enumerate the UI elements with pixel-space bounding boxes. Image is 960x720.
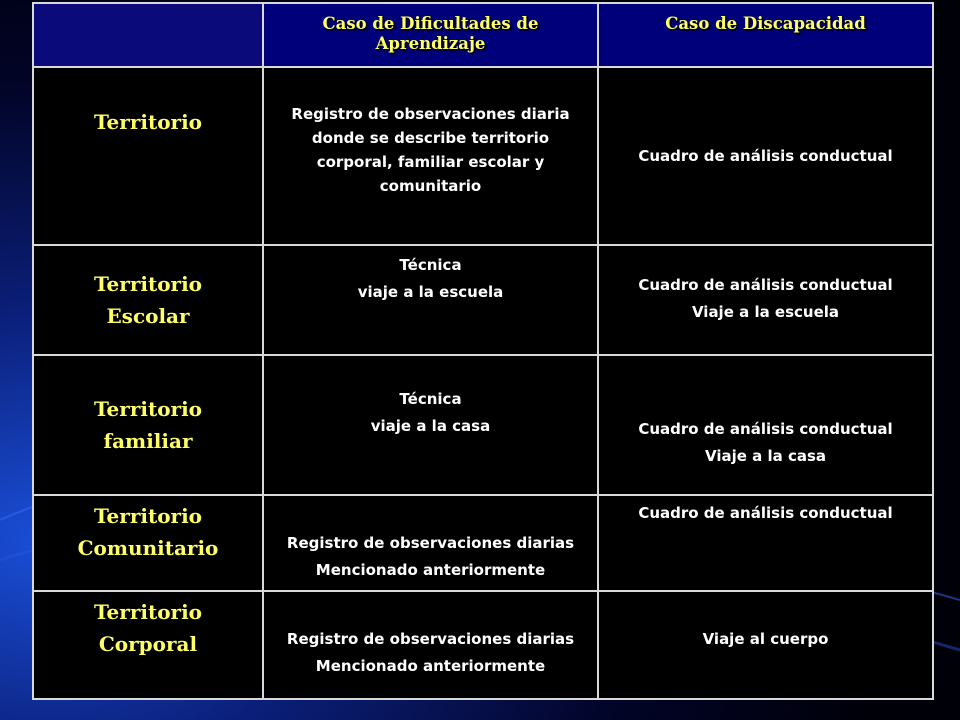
comparison-table	[32, 2, 934, 700]
header-learning-difficulties: Caso de Dificultades de Aprendizaje	[263, 3, 598, 67]
table-row	[33, 591, 933, 699]
header-row	[33, 3, 933, 67]
cell-text: Cuadro de análisis conductual	[638, 146, 893, 165]
disability-cell	[598, 245, 933, 355]
cell-text: Viaje a la casa	[704, 447, 827, 465]
row-label-cell	[33, 67, 263, 245]
row-label: familiar	[103, 429, 193, 453]
table-row	[33, 495, 933, 591]
cell-text: Registro de observaciones diarias	[286, 534, 575, 552]
header-corner-cell	[33, 3, 263, 67]
row-label-cell	[33, 245, 263, 355]
header-disability: Caso de Discapacidad	[598, 3, 933, 67]
cell-text: viaje a la casa	[370, 417, 491, 435]
learning-cell	[263, 591, 598, 699]
row-label: Territorio	[93, 504, 203, 528]
cell-text: Viaje al cuerpo	[702, 630, 829, 648]
cell-text: Cuadro de análisis conductual	[638, 504, 893, 522]
cell-text: Técnica	[399, 390, 462, 408]
learning-cell	[263, 495, 598, 591]
disability-cell	[598, 355, 933, 495]
cell-text: Registro de observaciones diarias	[286, 630, 575, 648]
row-label: Comunitario	[77, 536, 219, 560]
cell-text: Cuadro de análisis conductual	[638, 420, 893, 438]
cell-text: Mencionado anteriormente	[315, 561, 546, 579]
row-label-cell	[33, 591, 263, 699]
learning-cell	[263, 355, 598, 495]
learning-cell	[263, 67, 598, 245]
row-label: Territorio	[93, 600, 203, 624]
row-label: Territorio	[93, 272, 203, 296]
cell-text: donde se describe territorio corporal, familiar escolar y comunitario	[311, 129, 550, 195]
table-row	[33, 67, 933, 245]
row-label: Territorio	[93, 397, 203, 421]
cell-text: Registro de observaciones diaria	[291, 105, 570, 123]
row-label: Escolar	[106, 304, 190, 328]
cell-text: Técnica	[399, 256, 462, 274]
disability-cell	[598, 591, 933, 699]
table-row	[33, 245, 933, 355]
cell-text: Cuadro de análisis conductual	[638, 276, 893, 294]
learning-cell	[263, 245, 598, 355]
disability-cell	[598, 67, 933, 245]
disability-cell	[598, 495, 933, 591]
cell-text: viaje a la escuela	[357, 283, 504, 301]
table-row	[33, 355, 933, 495]
cell-text: Viaje a la escuela	[691, 303, 840, 321]
cell-text: Mencionado anteriormente	[315, 657, 546, 675]
row-label: Corporal	[98, 632, 198, 656]
row-label-cell	[33, 495, 263, 591]
row-label-cell	[33, 355, 263, 495]
row-label: Territorio	[93, 110, 203, 134]
